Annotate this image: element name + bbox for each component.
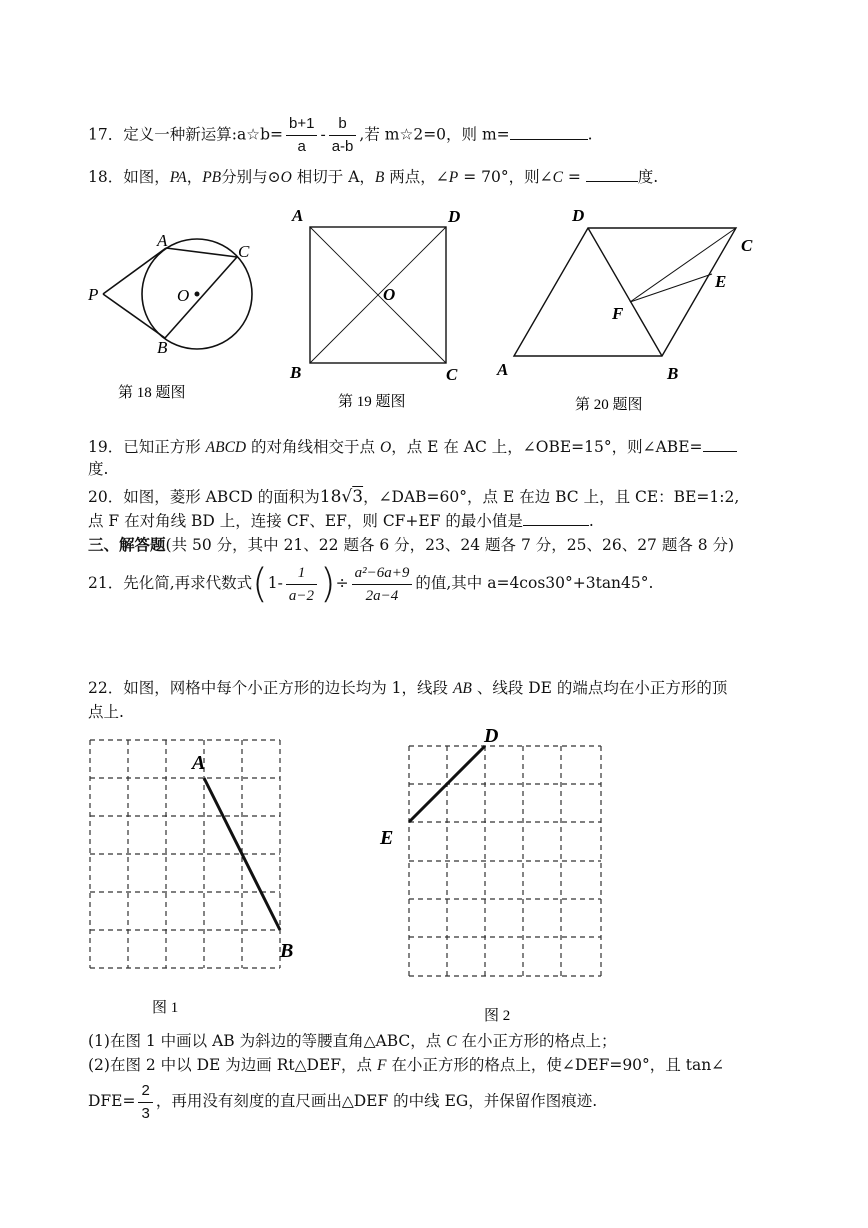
grid2-label-d: D — [484, 725, 499, 747]
q18-b: B — [374, 169, 385, 186]
section-3-heading — [88, 535, 734, 555]
fig18-pa — [103, 248, 166, 294]
q18-t3: 分别与⊙ — [221, 168, 281, 186]
question-18 — [88, 167, 658, 188]
q18-p: P — [448, 169, 459, 186]
fig18-bc — [165, 257, 237, 338]
fig20-label-b: B — [667, 364, 679, 383]
section-3-detail: (共 50 分，其中 21、22 题各 6 分，23、24 题各 7 分，25、26、27 题各 8 分) — [165, 536, 735, 554]
question-20 — [88, 487, 739, 507]
q18-t4: 相切于 A， — [291, 168, 375, 186]
q20-t3: 点 F 在对角线 BD 上，连接 CF、EF，则 CF+EF 的最小值是 — [88, 512, 523, 530]
fig19-label-a: A — [292, 206, 304, 225]
q17-prefix: 17．定义一种新运算:a☆b= — [88, 125, 283, 144]
fig18-label-p: P — [88, 285, 99, 304]
fig18-label-c: C — [238, 242, 250, 261]
fig18-label-a: A — [157, 231, 168, 250]
grid-2 — [409, 746, 601, 976]
q22-fraction — [138, 1080, 152, 1125]
q21-paren-close: ) — [320, 561, 336, 607]
q21-f1-den: a−2 — [288, 587, 314, 604]
q20-sqrt-sign: √ — [341, 487, 353, 507]
fig20-label-f: F — [612, 304, 624, 323]
q22-p3a: DFE= — [88, 1092, 136, 1110]
q18-pb: PB — [202, 169, 222, 186]
q17-frac2-den: a-b — [331, 138, 354, 155]
q18-t7: = — [562, 168, 586, 186]
grid-1 — [90, 740, 280, 968]
q17-end: . — [587, 125, 593, 144]
fig20-label-c: C — [741, 236, 753, 255]
q20-area-radicand: 3 — [352, 487, 364, 507]
fig18-pb — [103, 294, 165, 338]
fig19-label-o: O — [383, 285, 396, 304]
fig20-diagonal-bd — [588, 228, 662, 356]
q22-frac-den: 3 — [141, 1104, 150, 1122]
grid-figures — [0, 725, 868, 1025]
q20-t4: . — [588, 512, 594, 530]
question-17 — [88, 113, 593, 158]
fig20-fe — [630, 274, 712, 302]
fig19-caption: 第 19 题图 — [338, 394, 406, 410]
fig18-label-o: O — [177, 286, 190, 305]
q18-c: C — [552, 169, 563, 186]
question-22 — [88, 678, 727, 699]
q18-t6: = 70°，则∠ — [458, 168, 553, 186]
fig20-label-a: A — [497, 360, 509, 379]
q22-line1b: 、线段 DE 的端点均在小正方形的顶 — [471, 679, 728, 697]
q21-f2-num: a²−6a+9 — [352, 562, 413, 585]
q22-p3b: ，再用没有刻度的直尺画出△DEF 的中线 EG，并保留作图痕迹. — [155, 1092, 598, 1110]
q21-fraction-1 — [286, 562, 317, 607]
grid1-segment-ab — [204, 778, 280, 930]
q22-line2: 点上. — [88, 703, 124, 721]
figures-18-19-20 — [0, 200, 868, 440]
q19-t2: 的对角线相交于点 — [246, 438, 380, 456]
q17-frac2-num: b — [329, 113, 357, 136]
q21-f2-den: 2a−4 — [365, 587, 399, 604]
fig18-caption: 第 18 题图 — [118, 385, 186, 401]
grid1-label-a: A — [192, 752, 206, 774]
q22-p1b: 在小正方形的格点上； — [456, 1032, 617, 1050]
q17-fraction-2 — [329, 113, 357, 158]
q18-pa: PA — [169, 169, 187, 186]
section-3-title: 三、解答题 — [88, 535, 166, 554]
q18-t5: 两点，∠ — [384, 168, 449, 186]
fig18-center-dot — [195, 292, 200, 297]
q19-o: O — [379, 439, 392, 456]
q17-answer-blank — [510, 125, 588, 140]
q21-paren-open: ( — [252, 561, 268, 607]
q21-t2: 的值,其中 a=4cos30°+3tan45°. — [415, 574, 654, 592]
fig20-caption: 第 20 题图 — [575, 397, 643, 413]
question-20-cont — [88, 511, 594, 531]
q21-f1-num: 1 — [286, 562, 317, 585]
figure-18 — [87, 231, 252, 401]
fig18-label-b: B — [157, 338, 168, 357]
q18-t1: 18．如图， — [88, 168, 170, 186]
q22-p1c: C — [446, 1033, 457, 1050]
question-21 — [88, 558, 653, 608]
q19-abcd: ABCD — [205, 439, 247, 456]
q18-t2: ， — [186, 168, 203, 186]
q18-answer-blank — [586, 167, 638, 182]
fig20-label-d: D — [572, 206, 585, 225]
question-22-part2 — [88, 1055, 724, 1076]
q22-p2f: F — [376, 1057, 387, 1074]
grid2-label-e: E — [380, 827, 394, 849]
grid1-label-b: B — [280, 940, 294, 962]
fig18-ac — [166, 248, 237, 257]
q22-line1: 22．如图，网格中每个小正方形的边长均为 1，线段 — [88, 679, 453, 697]
figure-20 — [496, 206, 753, 413]
q17-frac1-num: b+1 — [286, 113, 317, 136]
q20-t1: 20．如图，菱形 ABCD 的面积为 — [88, 488, 320, 506]
q17-minus: - — [320, 125, 326, 144]
q22-frac-num: 2 — [138, 1080, 152, 1103]
q19-t3: ，点 E 在 AC 上，∠OBE=15°，则∠ABE= — [391, 438, 703, 456]
figure-19 — [289, 206, 460, 410]
grid2-caption: 图 2 — [484, 1008, 511, 1024]
q17-frac1-den: a — [297, 138, 306, 155]
q21-fraction-2 — [352, 562, 413, 607]
q21-one-minus: 1- — [267, 574, 283, 592]
question-19 — [88, 437, 737, 458]
grid1-caption: 图 1 — [152, 1000, 179, 1016]
q19-t1: 19．已知正方形 — [88, 438, 206, 456]
q21-t1: 21．先化简,再求代数式 — [88, 574, 253, 592]
q22-p2b: 在小正方形的格点上，使∠DEF=90°，且 tan∠ — [386, 1056, 725, 1074]
q18-t8: 度. — [637, 168, 659, 186]
q20-area-coefficient: 18 — [319, 487, 342, 507]
q17-fraction-1 — [286, 113, 317, 158]
q19-answer-blank — [703, 437, 737, 452]
q19-t4: 度. — [88, 460, 109, 478]
q22-ab: AB — [452, 680, 472, 697]
q17-suffix: ,若 m☆2=0，则 m= — [359, 125, 510, 144]
q22-p2a: (2)在图 2 中以 DE 为边画 Rt△DEF，点 — [88, 1056, 377, 1074]
question-19-cont — [88, 459, 108, 479]
q22-p1a: (1)在图 1 中画以 AB 为斜边的等腰直角△ABC，点 — [88, 1032, 447, 1050]
fig20-label-e: E — [715, 272, 727, 291]
fig19-label-b: B — [290, 363, 302, 382]
fig19-label-c: C — [446, 365, 458, 384]
q21-divide: ÷ — [335, 574, 349, 592]
question-22-part3 — [88, 1078, 597, 1125]
question-22-line2 — [88, 702, 124, 722]
q18-o: O — [280, 169, 292, 186]
q20-answer-blank — [523, 511, 589, 526]
q20-t2: ，∠DAB=60°，点 E 在边 BC 上，且 CE：BE=1:2, — [363, 488, 740, 506]
fig19-label-d: D — [448, 207, 461, 226]
question-22-part1 — [88, 1031, 616, 1052]
